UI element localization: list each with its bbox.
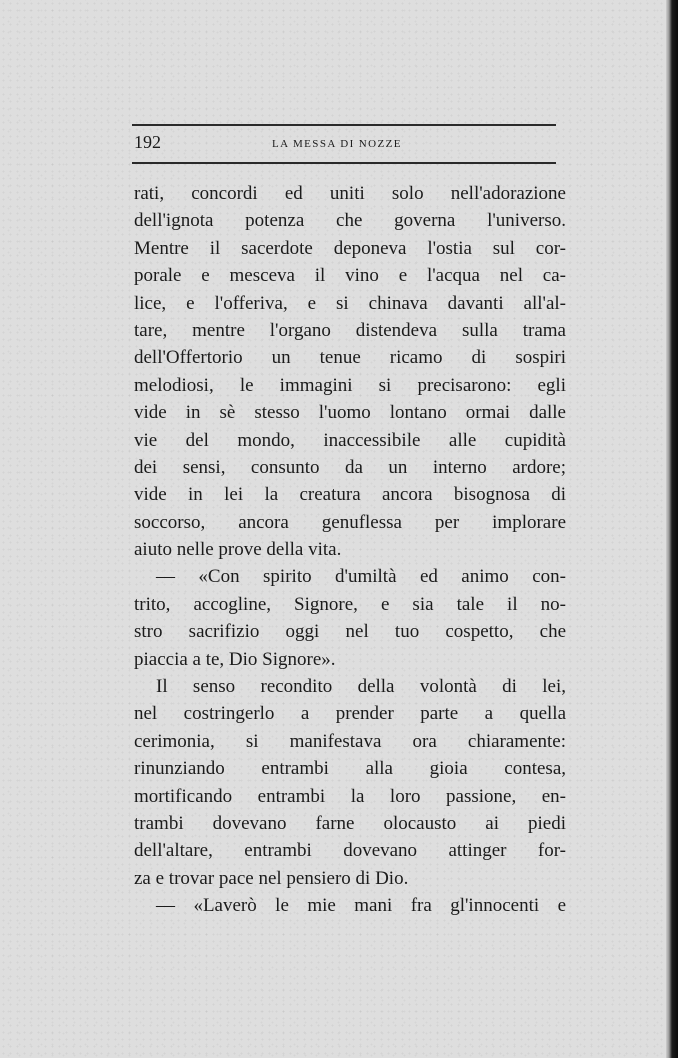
text-line: piaccia a te, Dio Signore».: [134, 648, 336, 670]
text-line: cerimonia, si manifestava ora chiaramente:: [134, 730, 566, 752]
text-line: — «Con spirito d'umiltà ed animo con-: [156, 566, 566, 588]
text-line: Mentre il sacerdote deponeva l'ostia sul cor-: [134, 237, 566, 259]
header-rule-top: [132, 124, 556, 126]
body-text: [134, 180, 566, 920]
text-line: lice, e l'offeriva, e si chinava davanti all'al-: [134, 292, 566, 314]
text-line: Il senso recondito della volontà di lei,: [156, 676, 566, 698]
text-line: soccorso, ancora genuflessa per implorare: [134, 511, 566, 533]
text-line: — «Laverò le mie mani fra gl'innocenti e: [156, 895, 566, 917]
text-line: mortificando entrambi la loro passione, en-: [134, 785, 566, 807]
text-line: trambi dovevano farne olocausto ai piedi: [134, 812, 566, 834]
text-line: dell'ignota potenza che governa l'universo.: [134, 210, 566, 232]
page-number: 192: [134, 132, 161, 152]
text-line: za e trovar pace nel pensiero di Dio.: [134, 867, 409, 889]
running-head: LA MESSA DI NOZZE: [272, 138, 402, 150]
text-line: porale e mesceva il vino e l'acqua nel ca-: [134, 265, 566, 287]
book-binding-edge: [666, 0, 678, 1058]
text-line: dei sensi, consunto da un interno ardore;: [134, 456, 566, 478]
text-line: vie del mondo, inaccessibile alle cupidità: [134, 429, 566, 451]
text-line: vide in lei la creatura ancora bisognosa di: [134, 484, 566, 506]
text-line: melodiosi, le immagini si precisarono: egli: [134, 374, 566, 396]
text-line: trito, accogline, Signore, e sia tale il no-: [134, 593, 566, 615]
header-rule-bottom: [132, 162, 556, 164]
text-line: dell'altare, entrambi dovevano attinger for-: [134, 840, 566, 862]
text-line: stro sacrifizio oggi nel tuo cospetto, che: [134, 621, 566, 643]
text-line: tare, mentre l'organo distendeva sulla trama: [134, 319, 566, 341]
text-line: vide in sè stesso l'uomo lontano ormai dalle: [134, 402, 566, 424]
text-line: aiuto nelle prove della vita.: [134, 539, 342, 561]
text-line: rati, concordi ed uniti solo nell'adorazione: [134, 183, 566, 204]
text-line: nel costringerlo a prender parte a quella: [134, 703, 566, 725]
text-line: rinunziando entrambi alla gioia contesa,: [134, 758, 566, 780]
text-line: dell'Offertorio un tenue ricamo di sospiri: [134, 347, 566, 369]
